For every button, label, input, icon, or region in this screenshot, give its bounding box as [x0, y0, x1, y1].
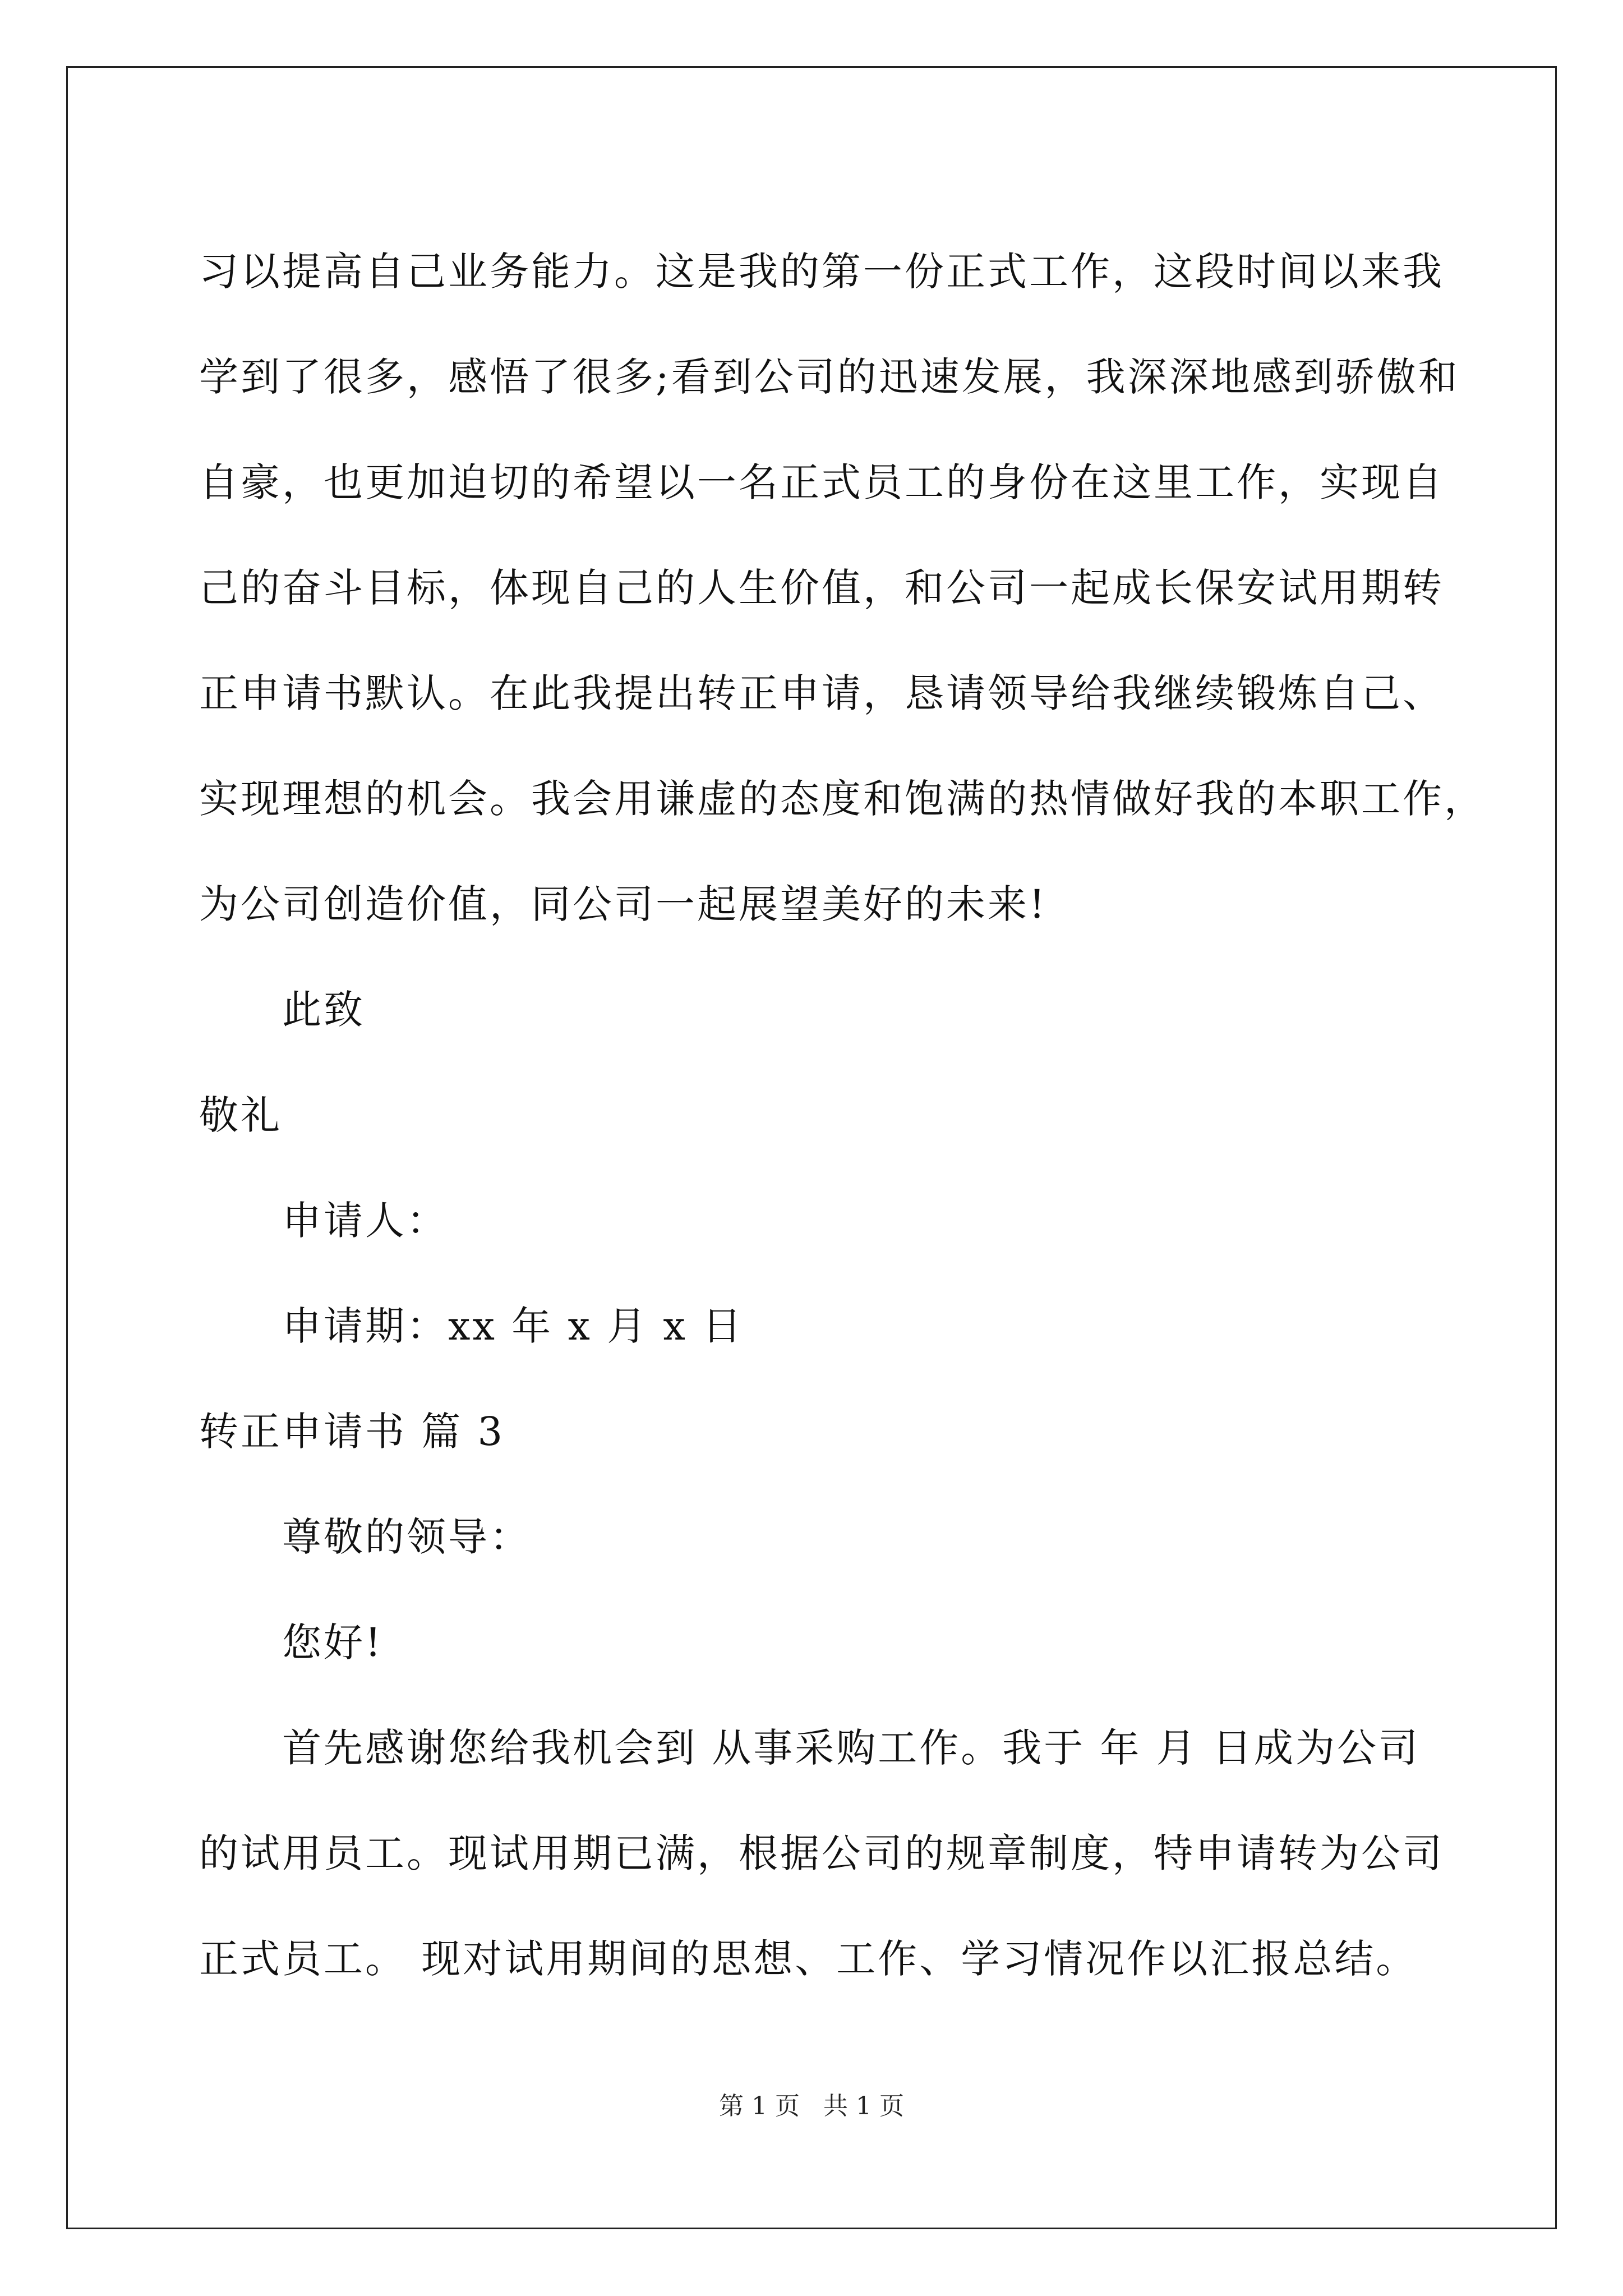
- text-line: 转正申请书 篇 3: [199, 1409, 505, 1455]
- text-line: 的试用员工。现试用期已满，根据公司的规章制度，特申请转为公司: [199, 1830, 1444, 1876]
- text-line: 自豪，也更加迫切的希望以一名正式员工的身份在这里工作，实现自: [199, 459, 1444, 505]
- text-line: 为公司创造价值，同公司一起展望美好的未来!: [199, 881, 1048, 927]
- text-line: 此致: [282, 987, 365, 1033]
- text-line: 实现理想的机会。我会用谦虚的态度和饱满的热情做好我的本职工作，: [199, 776, 1486, 822]
- text-line: 尊敬的领导：: [282, 1514, 531, 1560]
- document-body: [199, 219, 1486, 2012]
- text-line: 学到了很多，感悟了很多;看到公司的迅速发展，我深深地感到骄傲和: [199, 354, 1460, 400]
- page-number-footer: 第 1 页 共 1 页: [719, 2092, 904, 2120]
- text-line: 习以提高自己业务能力。这是我的第一份正式工作，这段时间以来我: [199, 249, 1444, 295]
- text-line: 己的奋斗目标，体现自己的人生价值，和公司一起成长保安试用期转: [199, 565, 1444, 611]
- text-line: 正式员工。 现对试用期间的思想、工作、学习情况作以汇报总结。: [199, 1936, 1418, 1982]
- text-line: 正申请书默认。在此我提出转正申请，恳请领导给我继续锻炼自己、: [199, 670, 1444, 716]
- text-line: 申请人：: [282, 1198, 448, 1244]
- text-line: 敬礼: [199, 1092, 282, 1138]
- text-line: 首先感谢您给我机会到 从事采购工作。我于 年 月 日成为公司: [282, 1725, 1421, 1771]
- text-line: 申请期：xx 年 x 月 x 日: [282, 1303, 744, 1349]
- text-line: 您好!: [282, 1619, 384, 1665]
